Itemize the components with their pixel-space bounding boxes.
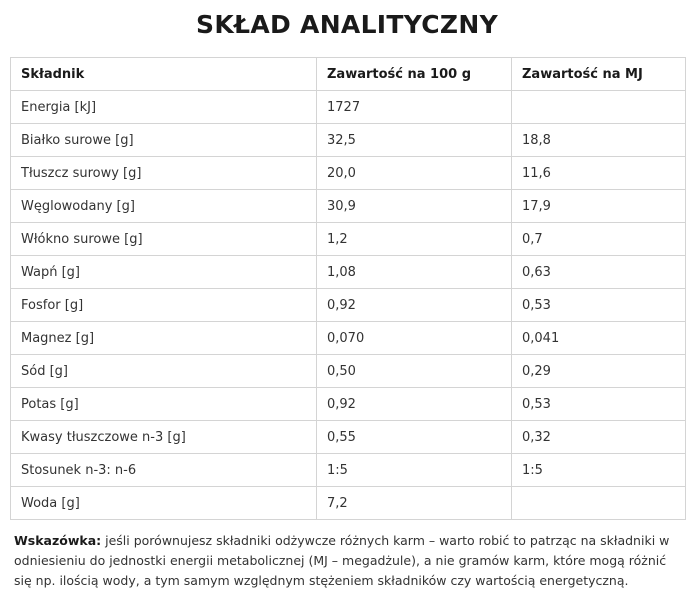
per-100g-cell: 1,2 [317, 223, 512, 256]
per-100g-cell: 1:5 [317, 454, 512, 487]
per-100g-cell: 1727 [317, 91, 512, 124]
per-100g-cell: 0,50 [317, 355, 512, 388]
per-mj-cell: 11,6 [512, 157, 686, 190]
table-row [11, 355, 686, 388]
per-100g-cell: 30,9 [317, 190, 512, 223]
ingredient-cell: Stosunek n-3: n-6 [11, 454, 317, 487]
ingredient-cell: Magnez [g] [11, 322, 317, 355]
ingredient-cell: Białko surowe [g] [11, 124, 317, 157]
per-100g-cell: 0,070 [317, 322, 512, 355]
table-row [11, 256, 686, 289]
per-100g-cell: 1,08 [317, 256, 512, 289]
hint-text: jeśli porównujesz składniki odżywcze różnych karm – warto robić to patrząc na składniki w odniesieniu do jednostki energii metabolicznej (MJ – megadżule), a nie gramów karm, które mogą różnić się np. ilością wody, a tym samym względnym stężeniem składników czy wartością energetyczną. [14, 533, 670, 588]
per-100g-cell: 32,5 [317, 124, 512, 157]
table-row [11, 157, 686, 190]
hint-label: Wskazówka: [14, 533, 102, 548]
ingredient-cell: Woda [g] [11, 487, 317, 520]
table-row [11, 487, 686, 520]
ingredient-cell: Włókno surowe [g] [11, 223, 317, 256]
ingredient-cell: Potas [g] [11, 388, 317, 421]
per-mj-cell: 18,8 [512, 124, 686, 157]
per-mj-cell [512, 91, 686, 124]
column-header-ingredient: Składnik [11, 58, 317, 91]
table-header-row [11, 58, 686, 91]
column-header-per-mj: Zawartość na MJ [512, 58, 686, 91]
per-mj-cell: 0,29 [512, 355, 686, 388]
table-row [11, 223, 686, 256]
table-row [11, 322, 686, 355]
table-body [11, 91, 686, 520]
per-100g-cell: 0,55 [317, 421, 512, 454]
ingredient-cell: Węglowodany [g] [11, 190, 317, 223]
table-row [11, 289, 686, 322]
per-mj-cell: 0,53 [512, 289, 686, 322]
per-mj-cell: 0,53 [512, 388, 686, 421]
ingredient-cell: Fosfor [g] [11, 289, 317, 322]
ingredient-cell: Kwasy tłuszczowe n-3 [g] [11, 421, 317, 454]
table-row [11, 421, 686, 454]
per-mj-cell: 0,041 [512, 322, 686, 355]
hint-paragraph [14, 531, 682, 591]
table-row [11, 91, 686, 124]
table-row [11, 124, 686, 157]
table-row [11, 388, 686, 421]
per-100g-cell: 7,2 [317, 487, 512, 520]
per-mj-cell [512, 487, 686, 520]
per-mj-cell: 17,9 [512, 190, 686, 223]
ingredient-cell: Wapń [g] [11, 256, 317, 289]
per-mj-cell: 0,32 [512, 421, 686, 454]
per-mj-cell: 0,63 [512, 256, 686, 289]
per-mj-cell: 1:5 [512, 454, 686, 487]
nutrition-table [10, 57, 686, 520]
ingredient-cell: Sód [g] [11, 355, 317, 388]
per-100g-cell: 20,0 [317, 157, 512, 190]
ingredient-cell: Tłuszcz surowy [g] [11, 157, 317, 190]
ingredient-cell: Energia [kJ] [11, 91, 317, 124]
per-mj-cell: 0,7 [512, 223, 686, 256]
table-row [11, 454, 686, 487]
per-100g-cell: 0,92 [317, 289, 512, 322]
per-100g-cell: 0,92 [317, 388, 512, 421]
page-title: SKŁAD ANALITYCZNY [196, 10, 498, 39]
column-header-per-100g: Zawartość na 100 g [317, 58, 512, 91]
table-row [11, 190, 686, 223]
